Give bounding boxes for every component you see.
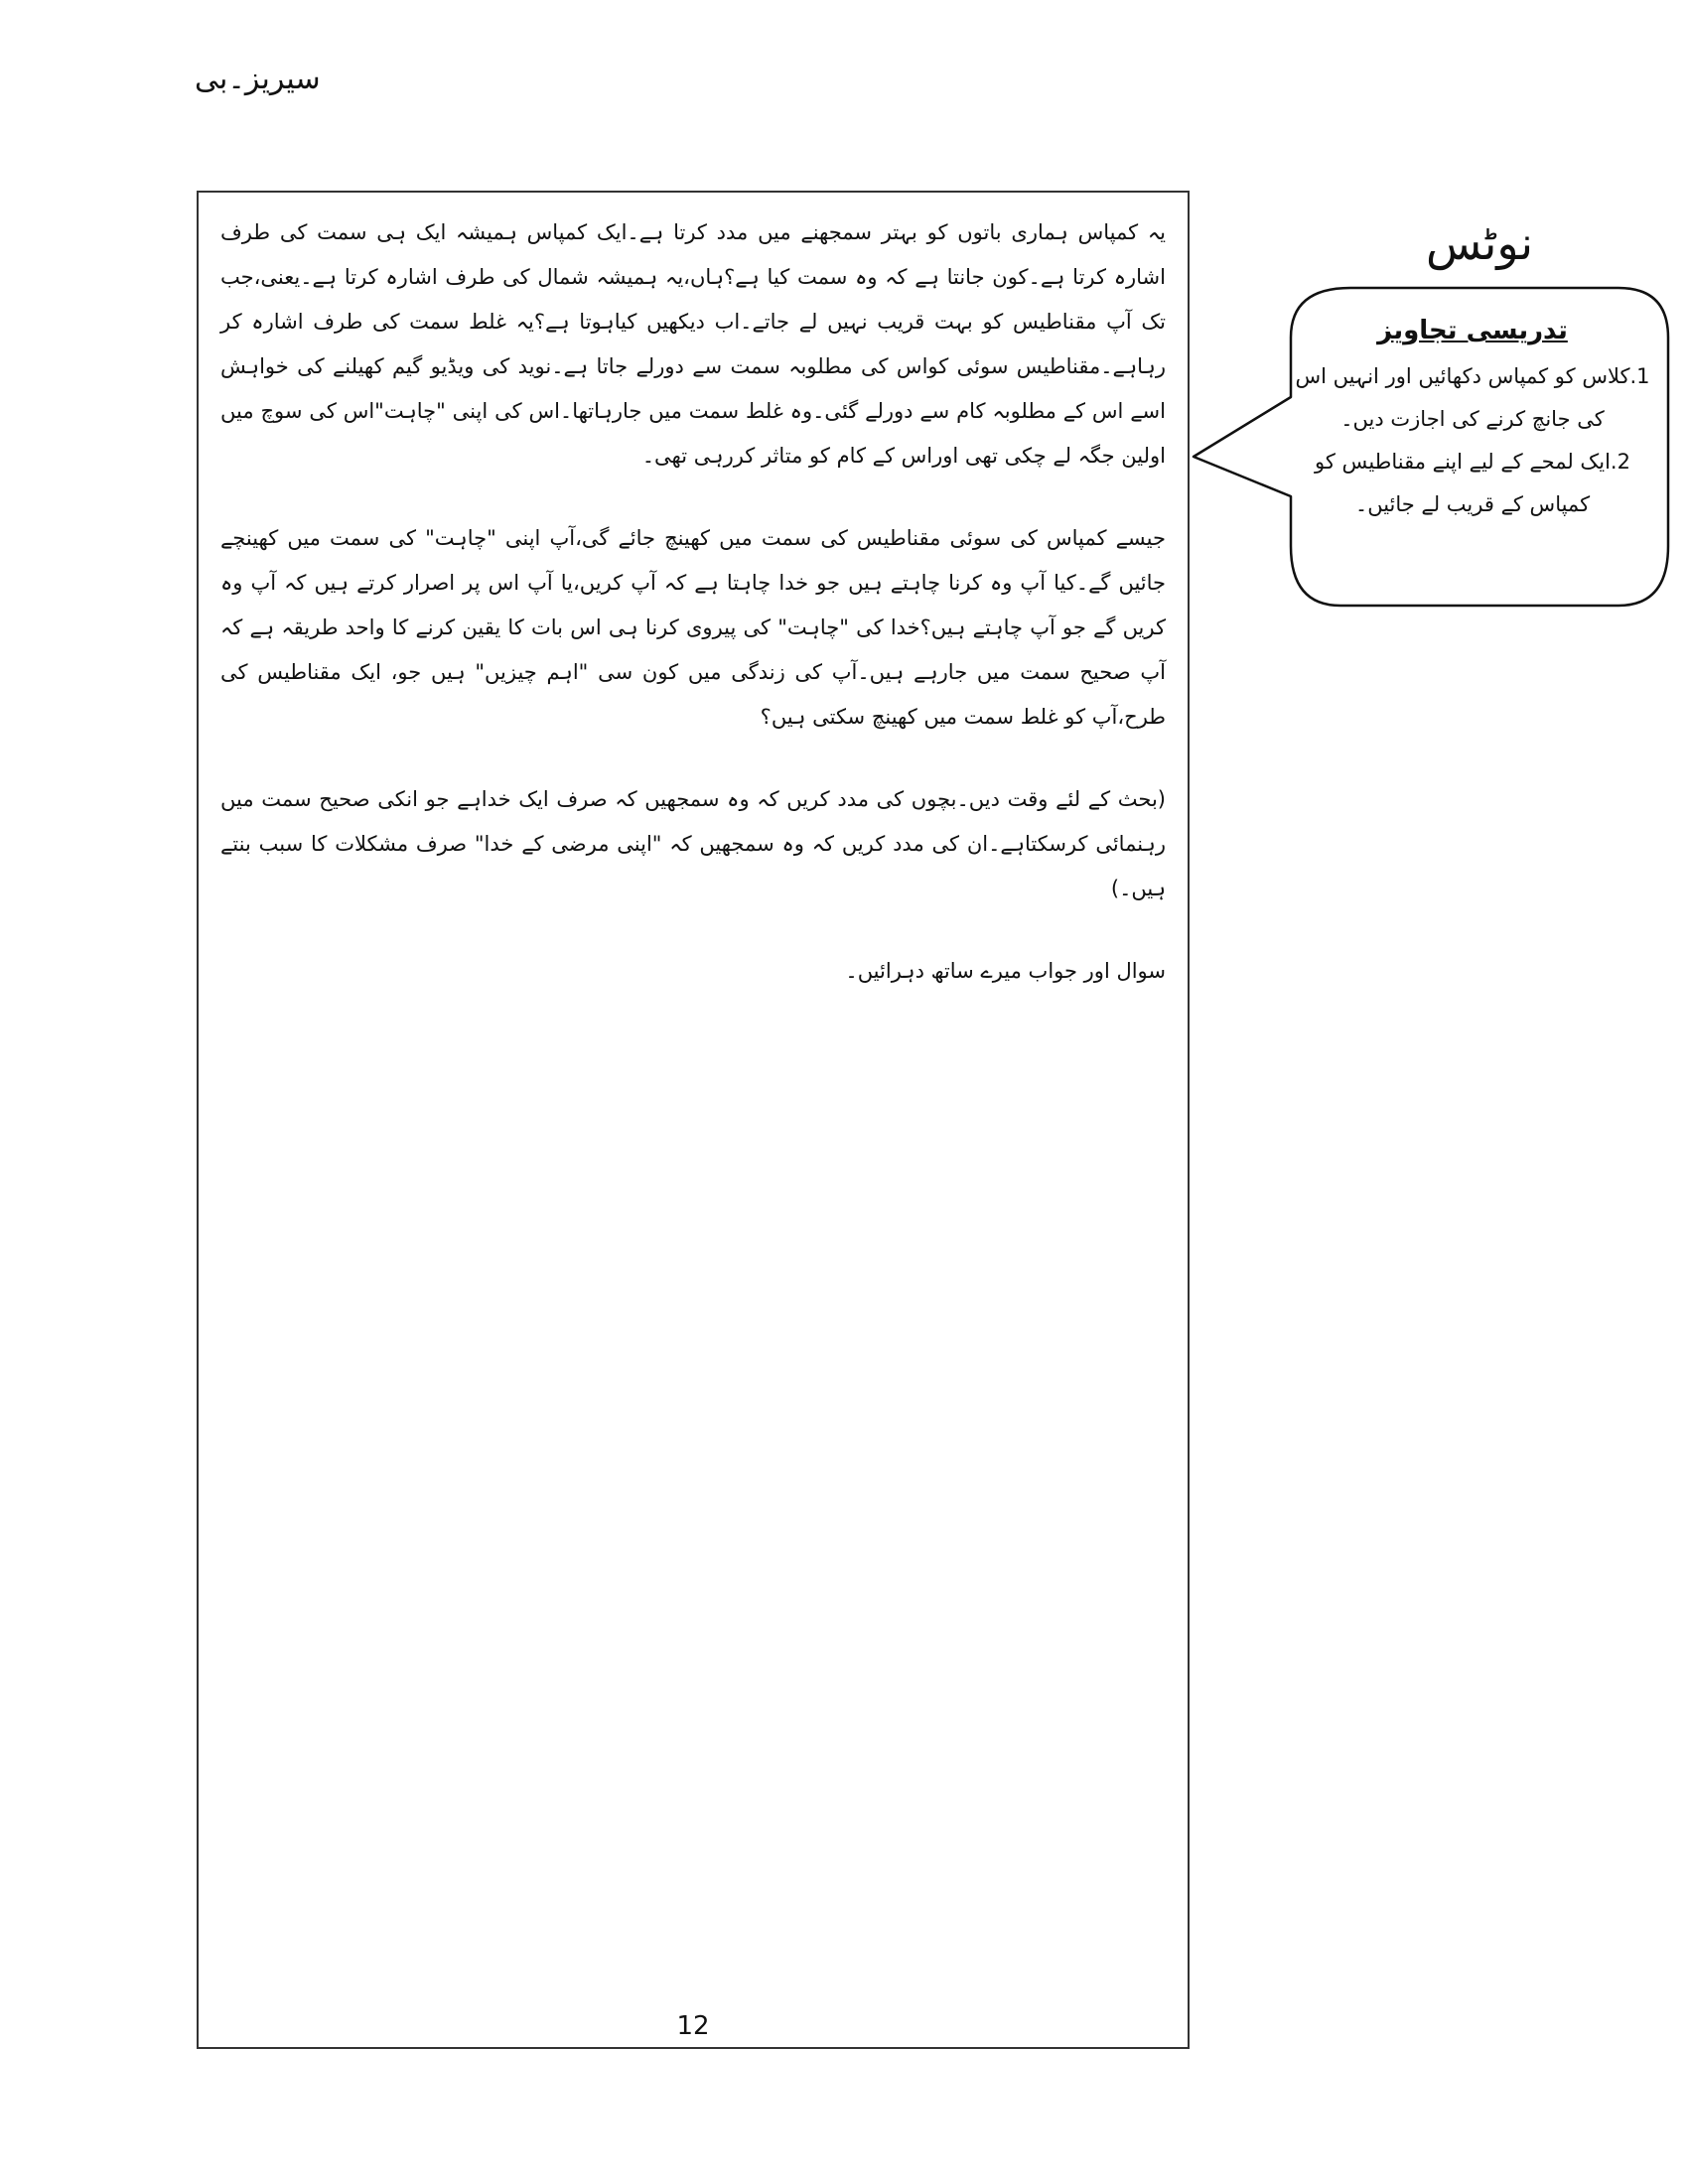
notes-title: نوٹس	[1425, 216, 1533, 270]
paragraph-gods-will: جیسے کمپاس کی سوئی مقناطیس کی سمت میں کھینچ جائے گی،آپ اپنی "چاہت" کی سمت میں کھینچے جائیں گے۔کیا آپ وہ کرنا چاہتے ہیں جو خدا چاہتا ہے کہ آپ کریں،یا آپ اس پر اصرار کرتے ہیں کہ آپ وہ کریں گے جو آپ چاہتے ہیں؟خدا کی "چاہت" کی پیروی کرنا ہی اس بات کا یقین کرنے کا واحد طریقہ ہے کہ آپ صحیح سمت میں جارہے ہیں۔آپ کی زندگی میں کون سی "اہم چیزیں" ہیں جو، ایک مقناطیس کی طرح،آپ کو غلط سمت میں کھینچ سکتی ہیں؟	[220, 526, 1166, 729]
lesson-text	[220, 210, 1166, 1031]
paragraph-compass-intro: یہ کمپاس ہماری باتوں کو بہتر سمجھنے میں مدد کرتا ہے۔ایک کمپاس ہمیشہ ایک ہی سمت کی طرف اشارہ کرتا ہے۔کون جانتا ہے کہ وہ سمت کیا ہے؟ہاں،یہ ہمیشہ شمال کی طرف اشارہ کرتا ہے۔یعنی،جب تک آپ مقناطیس کو بہت قریب نہیں لے جاتے۔اب دیکھیں کیاہوتا ہے؟یہ غلط سمت کی طرف اشارہ کر رہاہے۔مقناطیس سوئی کواس کی مطلوبہ سمت سے دورلے جاتا ہے۔نوید کی ویڈیو گیم کھیلنے کی خواہش اسے اس کے مطلوبہ کام سے دورلے گئی۔وہ غلط سمت میں جارہاتھا۔اس کی اپنی "چاہت"اس کی سوچ میں اولین جگہ لے چکی تھی اوراس کے کام کو متاثر کررہی تھی۔	[220, 220, 1166, 468]
page-number: 12	[676, 2011, 710, 2041]
teaching-tips	[1291, 316, 1654, 526]
series-label: سیریز۔بی	[195, 62, 321, 96]
tip-item-2: 2.ایک لمحے کے لیے اپنے مقناطیس کو کمپاس کے قریب لے جائیں۔	[1315, 450, 1630, 516]
paragraph-repeat-instruction: سوال اور جواب میرے ساتھ دہرائیں۔	[845, 959, 1166, 983]
tips-heading: تدریسی تجاویز	[1377, 316, 1568, 345]
paragraph-discussion-note: (بحث کے لئے وقت دیں۔بچوں کی مدد کریں کہ وہ سمجھیں کہ صرف ایک خداہے جو انکی صحیح سمت میں رہنمائی کرسکتاہے۔ان کی مدد کریں کہ وہ سمجھیں کہ "اپنی مرضی کے خدا" صرف مشکلات کا سبب بنتے ہیں۔)	[220, 787, 1166, 900]
lesson-content-box	[197, 191, 1190, 2049]
tip-item-1: 1.کلاس کو کمپاس دکھائیں اور انہیں اس کی جانچ کرنے کی اجازت دیں۔	[1295, 364, 1650, 431]
